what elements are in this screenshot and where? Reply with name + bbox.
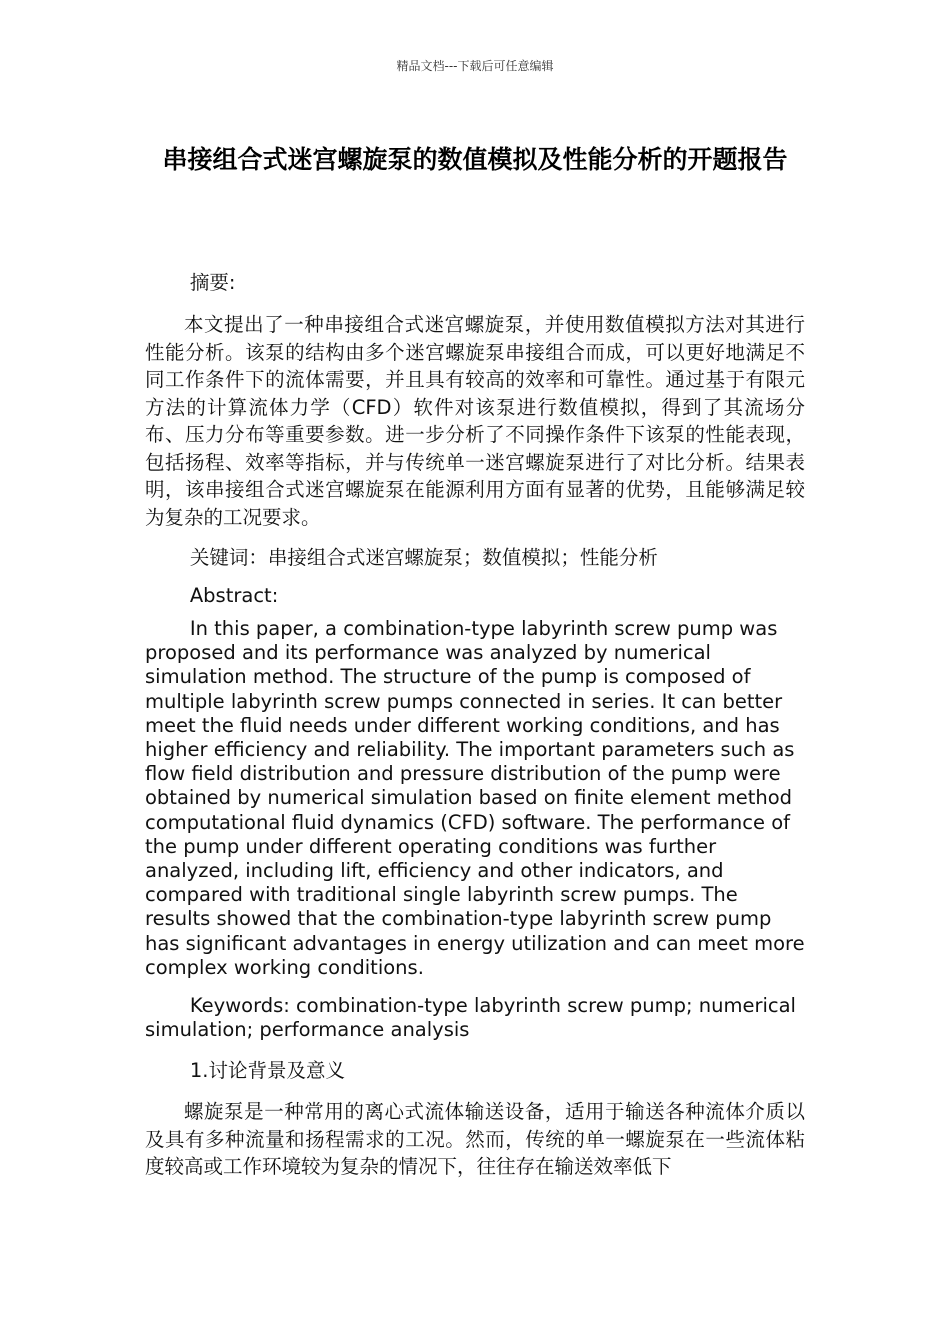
- header-note: 精品文档---下载后可任意编辑: [396, 59, 554, 73]
- abstract-en-paragraph: In this paper, a combination-type labyrinth screw pump was proposed and its performance was analyzed by numerical simulation method. The structure of the pump is composed of multiple labyrinth screw pumps connected in series. It can better meet the fluid needs under different working conditions, and has higher efficiency and reliability. The important parameters such as flow field distribution and pressure distribution of the pump were obtained by numerical simulation based on finite element method computational fluid dynamics (CFD) software. The performance of the pump under different operating conditions was further analyzed, including lift, efficiency and other indicators, and compared with traditional single labyrinth screw pumps. The results showed that the combination-type labyrinth screw pump has significant advantages in energy utilization and can meet more complex working conditions.: [145, 617, 805, 979]
- keywords-cn: 关键词：串接组合式迷宫螺旋泵；数值模拟；性能分析: [189, 546, 658, 569]
- section-1-paragraph: 螺旋泵是一种常用的离心式流体输送设备，适用于输送各种流体介质以及具有多种流量和扬程需求的工况。然而，传统的单一螺旋泵在一些流体粘度较高或工作环境较为复杂的情况下，往往存在输送效率低下: [145, 1100, 805, 1179]
- abstract-en-label: Abstract:: [189, 584, 279, 607]
- abstract-cn-label: 摘要:: [189, 271, 236, 294]
- section-1-heading: 1.讨论背景及意义: [189, 1059, 345, 1083]
- keywords-en: Keywords: combination-type labyrinth screw pump; numerical simulation; performance analysis: [145, 994, 796, 1042]
- document-title: 串接组合式迷宫螺旋泵的数值模拟及性能分析的开题报告: [162, 145, 788, 174]
- abstract-cn-paragraph: 本文提出了一种串接组合式迷宫螺旋泵，并使用数值模拟方法对其进行性能分析。该泵的结构由多个迷宫螺旋泵串接组合而成，可以更好地满足不同工作条件下的流体需要，并且具有较高的效率和可靠性。通过基于有限元方法的计算流体力学（CFD）软件对该泵进行数值模拟，得到了其流场分布、压力分布等重要参数。进一步分析了不同操作条件下该泵的性能表现，包括扬程、效率等指标，并与传统单一迷宫螺旋泵进行了对比分析。结果表明，该串接组合式迷宫螺旋泵在能源利用方面有显著的优势，且能够满足较为复杂的工况要求。: [145, 313, 805, 529]
- document-body: [145, 268, 805, 1181]
